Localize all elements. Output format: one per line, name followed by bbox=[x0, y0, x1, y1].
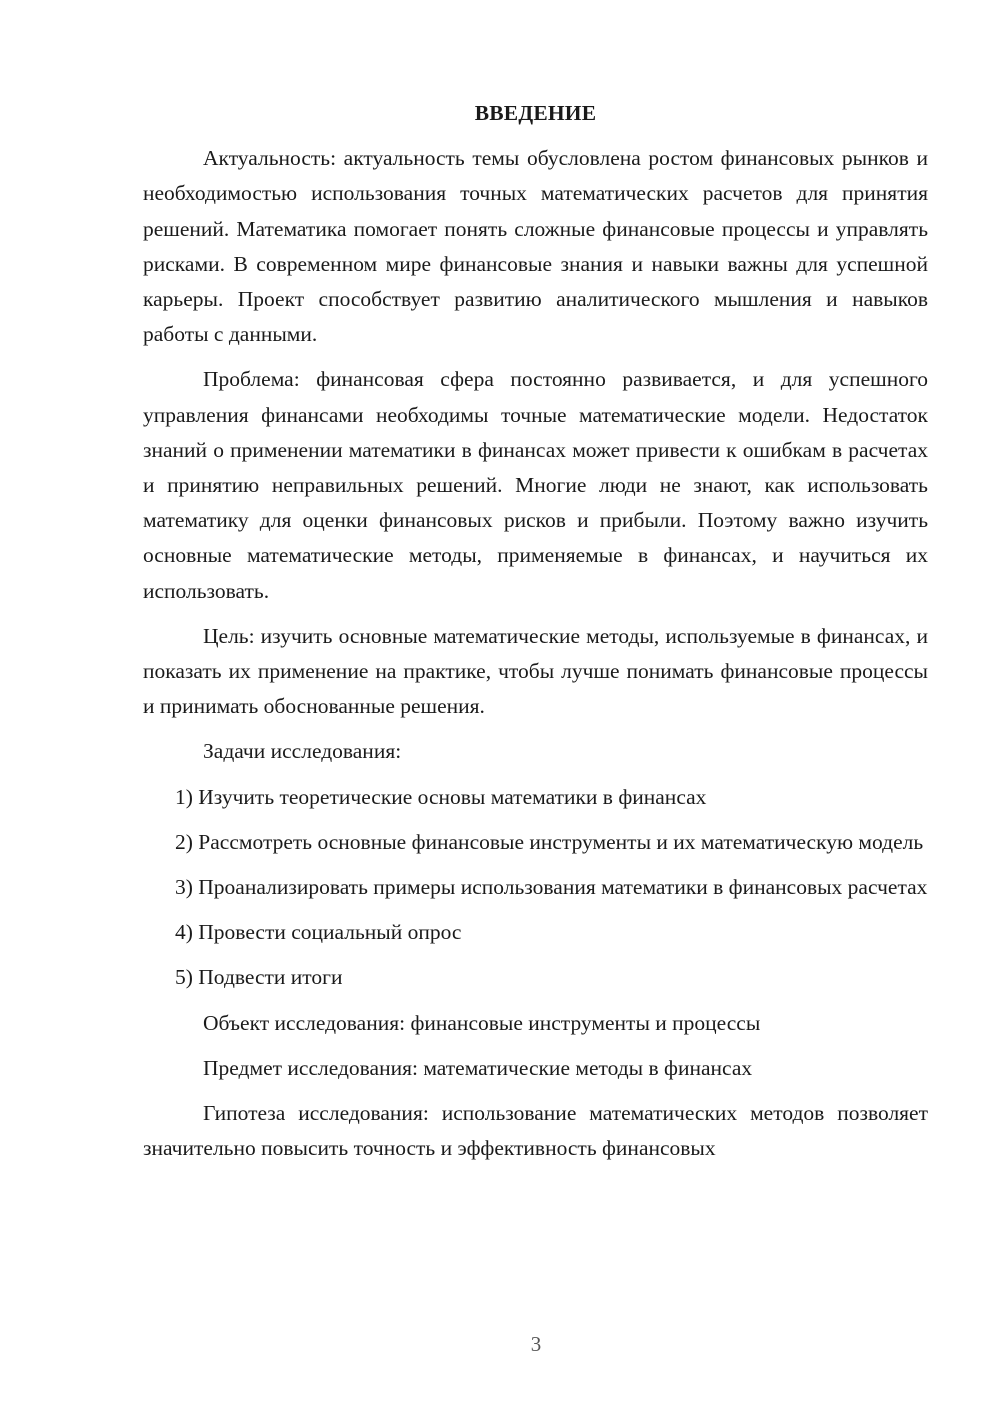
paragraph-relevance: Актуальность: актуальность темы обусловлена ростом финансовых рынков и необходимостью использования точных математических расчетов для принятия решений. Математика помогает понять сложные финансовые процессы и управлять рисками. В современном мире финансовые знания и навыки важны для успешной карьеры. Проект способствует развитию аналитического мышления и навыков работы с данными. bbox=[143, 146, 928, 347]
document-title: ВВЕДЕНИЕ bbox=[474, 101, 597, 125]
task-item-1: 1) Изучить теоретические основы математики в финансах bbox=[175, 784, 707, 809]
paragraph-problem: Проблема: финансовая сфера постоянно развивается, и для успешного управления финансами необходимы точные математические модели. Недостаток знаний о применении математики в финансах может привести к ошибкам в расчетах и принятию неправильных решений. Многие люди не знают, как использовать математику для оценки финансовых рисков и прибыли. Поэтому важно изучить основные математические методы, применяемые в финансах, и научиться их использовать. bbox=[143, 367, 928, 603]
paragraph-goal: Цель: изучить основные математические методы, используемые в финансах, и показать их применение на практике, чтобы лучше понимать финансовые процессы и принимать обоснованные решения. bbox=[143, 623, 928, 719]
task-item-5: 5) Подвести итоги bbox=[175, 965, 343, 990]
paragraph-object: Объект исследования: финансовые инструменты и процессы bbox=[203, 1010, 761, 1035]
task-item-2: 2) Рассмотреть основные финансовые инструменты и их математическую модель bbox=[175, 829, 924, 854]
paragraph-subject: Предмет исследования: математические методы в финансах bbox=[203, 1055, 753, 1080]
task-item-3: 3) Проанализировать примеры использования математики в финансовых расчетах bbox=[175, 875, 928, 900]
document-page bbox=[143, 96, 928, 1176]
page-number: 3 bbox=[530, 1332, 542, 1356]
paragraph-tasks-heading: Задачи исследования: bbox=[203, 739, 402, 764]
task-item-4: 4) Провести социальный опрос bbox=[175, 920, 462, 945]
paragraph-hypothesis: Гипотеза исследования: использование математических методов позволяет значительно повысить точность и эффективность финансовых bbox=[143, 1101, 928, 1161]
